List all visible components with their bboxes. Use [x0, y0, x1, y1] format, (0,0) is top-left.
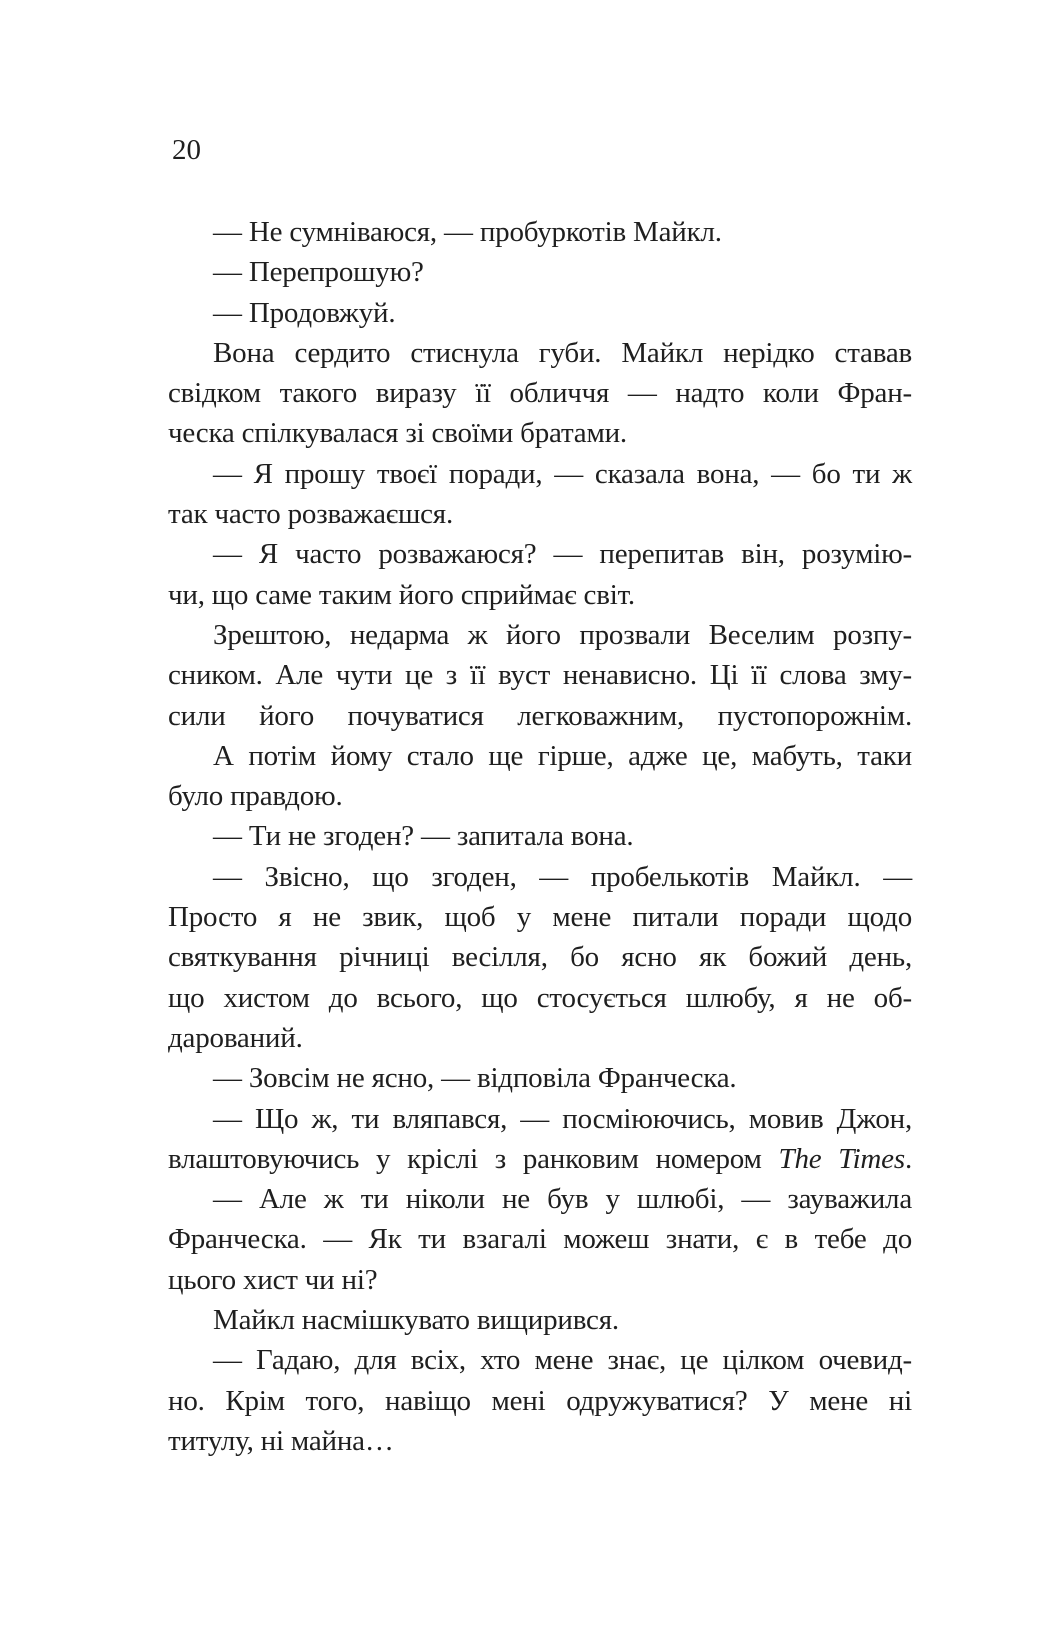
- text-line: [168, 1381, 912, 1421]
- text-segment: чи, що саме таким його сприймає світ.: [168, 578, 635, 611]
- text-line: [168, 454, 912, 494]
- text-segment: сили його почуватися легковажним, пустопорожнім.: [168, 699, 912, 732]
- text-line: [168, 978, 912, 1018]
- text-segment: Вона сердито стиснула губи. Майкл нерідко ставав: [213, 336, 912, 369]
- text-line: [168, 776, 912, 816]
- text-segment: — Продовжуй.: [213, 296, 396, 329]
- text-line: [168, 252, 912, 292]
- text-line: [168, 897, 912, 937]
- text-segment: було правдою.: [168, 780, 343, 813]
- text-segment: .: [904, 1142, 912, 1175]
- text-segment: цього хист чи ні?: [168, 1263, 378, 1296]
- text-line: [168, 1300, 912, 1340]
- text-segment: титулу, ні майна…: [168, 1424, 394, 1457]
- text-segment: свідком такого виразу її обличчя — надто коли Фран-: [168, 377, 912, 410]
- text-line: [168, 615, 912, 655]
- text-line: [168, 1139, 912, 1179]
- text-line: [168, 655, 912, 695]
- text-segment: Франческа. — Як ти взагалі можеш знати, є в тебе до: [168, 1223, 912, 1256]
- text-line: [168, 494, 912, 534]
- text-segment: Зрештою, недарма ж його прозвали Веселим розпу-: [213, 618, 912, 651]
- text-line: [168, 696, 912, 736]
- text-line: [168, 937, 912, 977]
- text-segment: — Не сумніваюся, — пробуркотів Майкл.: [213, 216, 722, 248]
- text-segment: — Зовсім не ясно, — відповіла Франческа.: [213, 1062, 737, 1095]
- text-segment: но. Крім того, навіщо мені одружуватися? У мене ні: [168, 1384, 912, 1417]
- text-segment: ческа спілкувалася зі своїми братами.: [168, 417, 627, 450]
- text-line: [168, 413, 912, 453]
- text-line: [168, 293, 912, 333]
- text-line: [168, 534, 912, 574]
- text-segment: Просто я не звик, щоб у мене питали поради щодо: [168, 901, 912, 934]
- text-segment: — Перепрошую?: [213, 256, 424, 289]
- text-segment: святкування річниці весілля, бо ясно як божий день,: [168, 941, 912, 974]
- text-segment: влаштовуючись у кріслі з ранковим номером: [168, 1142, 779, 1175]
- text-line: [168, 1058, 912, 1098]
- page-number: 20: [172, 134, 201, 166]
- text-segment: Майкл насмішкувато вищирився.: [213, 1304, 619, 1337]
- text-line: [168, 1099, 912, 1139]
- text-line: [168, 1219, 912, 1259]
- text-segment: — Звісно, що згоден, — пробелькотів Майкл. —: [213, 860, 912, 893]
- text-segment: сником. Але чути це з її вуст ненависно. Ці її слова зму-: [168, 659, 912, 692]
- text-line: [168, 1260, 912, 1300]
- text-line: [168, 1421, 912, 1461]
- text-segment: дарований.: [168, 1021, 303, 1054]
- text-block: [168, 212, 912, 1461]
- italic-text-segment: The Times: [778, 1142, 905, 1175]
- text-line: [168, 857, 912, 897]
- text-line: [168, 736, 912, 776]
- text-segment: що хистом до всього, що стосується шлюбу, я не об-: [168, 981, 912, 1014]
- text-segment: — Я прошу твоєї поради, — сказала вона, — бо ти ж: [213, 457, 912, 490]
- text-line: [168, 333, 912, 373]
- text-line: [168, 1340, 912, 1380]
- text-line: [168, 575, 912, 615]
- text-segment: — Що ж, ти вляпався, — посміюючись, мовив Джон,: [213, 1102, 912, 1135]
- text-segment: — Я часто розважаюся? — перепитав він, розумію-: [213, 538, 912, 571]
- text-line: [168, 816, 912, 856]
- text-line: [168, 212, 912, 252]
- text-segment: А потім йому стало ще гірше, адже це, мабуть, таки: [213, 739, 912, 772]
- text-segment: — Гадаю, для всіх, хто мене знає, це цілком очевид-: [213, 1344, 912, 1377]
- text-segment: так часто розважаєшся.: [168, 498, 453, 531]
- text-line: [168, 1018, 912, 1058]
- text-line: [168, 373, 912, 413]
- text-segment: — Ти не згоден? — запитала вона.: [213, 820, 634, 853]
- text-segment: — Але ж ти ніколи не був у шлюбі, — зауважила: [213, 1183, 912, 1216]
- text-line: [168, 1179, 912, 1219]
